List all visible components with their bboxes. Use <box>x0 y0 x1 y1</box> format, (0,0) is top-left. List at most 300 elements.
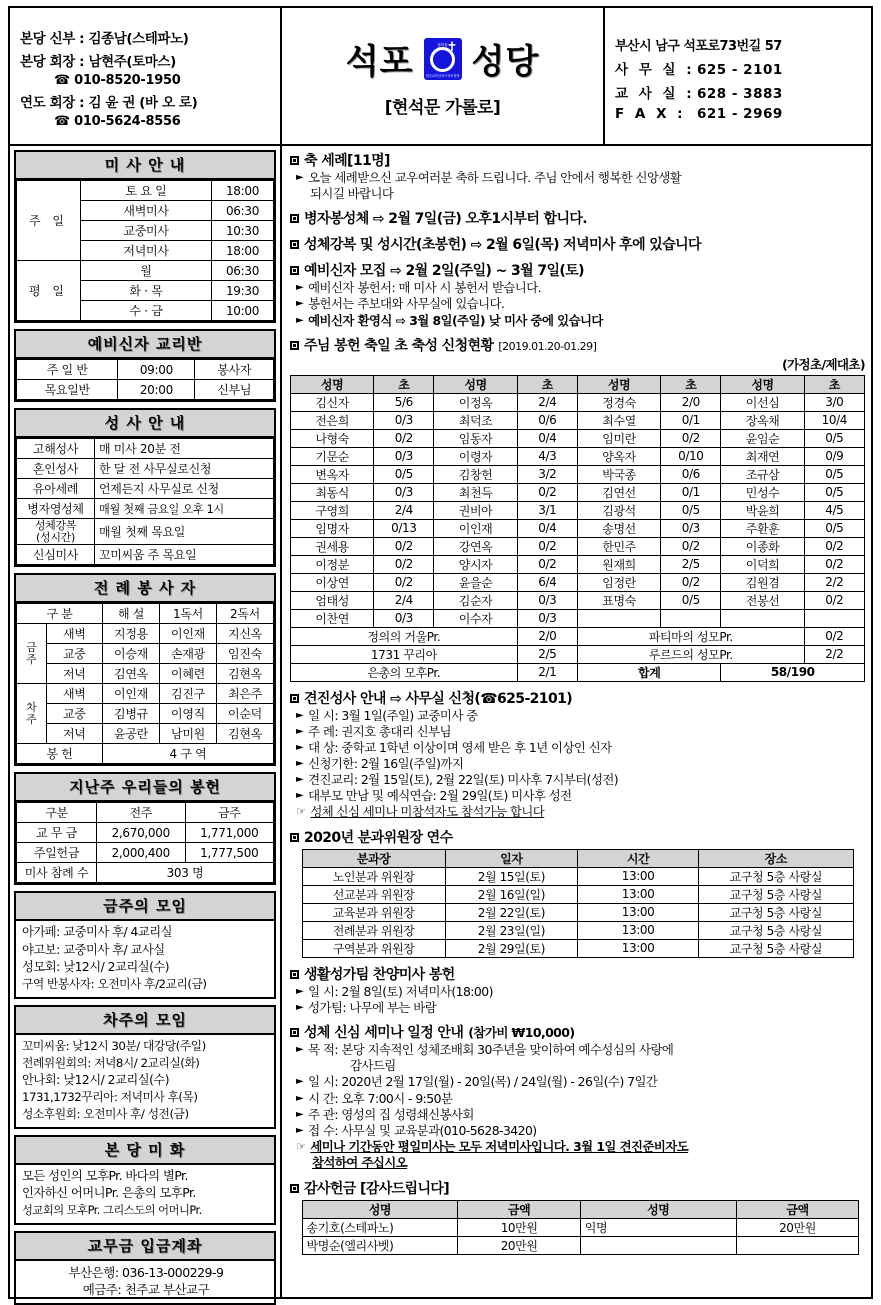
col-header-section: 구 분 <box>17 604 103 624</box>
offering-row-label: 봉 헌 <box>17 744 103 764</box>
table-row <box>302 867 853 885</box>
list-item: 성모회: 낮12시/ 2교리실(수) <box>22 960 170 974</box>
candle-count: 0/5 <box>804 519 864 537</box>
training-place: 교구청 5층 사랑실 <box>699 885 853 903</box>
group-candle-count: 2/5 <box>517 645 577 663</box>
col-header-name-2: 성명 <box>434 375 517 393</box>
header-contact-block <box>10 8 282 144</box>
col-header-candle-1: 초 <box>374 375 434 393</box>
candle-count: 2/4 <box>374 501 434 519</box>
sacrament-name: 혼인성사 <box>17 459 95 479</box>
sacrament-name: 고해성사 <box>17 439 95 459</box>
sacrament-value: 한 달 전 사무실로신청 <box>95 459 274 479</box>
next-week-meetings-title: 차주의 모임 <box>16 1007 274 1035</box>
candle-count: 0/2 <box>804 591 864 609</box>
committee-name: 구역분과 위원장 <box>302 939 445 957</box>
candle-count: 0/6 <box>661 465 721 483</box>
triangle-bullet-icon: ► <box>296 172 304 183</box>
confirmation-item <box>296 772 865 788</box>
training-place: 교구청 5층 사랑실 <box>699 921 853 939</box>
donor-name: 송기호(스테파노) <box>302 1218 458 1236</box>
donor-name: 기문순 <box>291 447 374 465</box>
donor-name: 이상연 <box>291 573 374 591</box>
commentary-name: 이승재 <box>103 644 160 664</box>
table-row <box>291 429 865 447</box>
triangle-bullet-icon: ► <box>296 790 304 802</box>
sidebar <box>10 146 282 1297</box>
col-header-reading1: 1독서 <box>160 604 217 624</box>
commentary-name: 김연옥 <box>103 664 160 684</box>
table-row <box>17 479 274 499</box>
group-name: 1731 꾸리아 <box>291 645 518 663</box>
candle-count: 2/5 <box>661 555 721 573</box>
training-place: 교구청 5층 사랑실 <box>699 939 853 957</box>
reading2-name: 이순덕 <box>217 704 274 724</box>
baptism-note-line1: 오늘 세례받으신 교우여러분 축하 드립니다. 주님 안에서 행복한 신앙생활 <box>308 170 682 185</box>
triangle-bullet-icon: ► <box>296 1002 304 1013</box>
donation-amount: 10만원 <box>458 1218 580 1236</box>
donor-name: 이정옥 <box>434 393 517 411</box>
reading1-name: 손재광 <box>160 644 217 664</box>
candle-count: 0/1 <box>661 411 721 429</box>
main-content <box>282 146 871 1297</box>
table-row <box>17 724 274 744</box>
catechumen-recruit-heading-text: 예비신자 모집 ⇨ 2월 2일(주일) ~ 3월 7일(토) <box>304 263 584 280</box>
col-header-name-3: 성명 <box>577 375 660 393</box>
seminar-item-text: 시 간: 오후 7:00시 - 9:50분 <box>308 1090 453 1106</box>
liturgy-volunteers-box <box>14 573 276 766</box>
candle-count: 2/4 <box>517 393 577 411</box>
col-header-reading2: 2독서 <box>217 604 274 624</box>
table-row <box>302 1236 859 1254</box>
candle-count: 0/5 <box>804 483 864 501</box>
table-row <box>302 885 853 903</box>
donor-name: 최수열 <box>577 411 660 429</box>
benediction-heading-text: 성체강복 및 성시간(초봉헌) ⇨ 2월 6일(목) 저녁미사 후에 있습니다 <box>304 237 701 254</box>
fax-row <box>615 106 863 122</box>
confirmation-item-text: 견진교리: 2월 15일(토), 2월 22일(토) 미사후 7시부터(성전) <box>308 772 619 788</box>
donation-amount: 20만원 <box>736 1218 859 1236</box>
liturgy-volunteers-table <box>16 603 274 764</box>
table-row <box>17 624 274 644</box>
donor-name <box>577 609 660 627</box>
mass-schedule-table <box>16 180 274 321</box>
table-row <box>17 360 274 380</box>
total-value: 58/190 <box>721 663 865 681</box>
donor-name: 나형숙 <box>291 429 374 447</box>
last-week-offering-table <box>16 802 274 883</box>
donor-name: 이정분 <box>291 555 374 573</box>
donor-name: 최덕조 <box>434 411 517 429</box>
confirmation-item <box>296 756 865 772</box>
donation-amount: 20만원 <box>458 1236 580 1254</box>
candle-blessing-section <box>290 335 865 682</box>
class-leader: 신부님 <box>195 380 274 400</box>
candle-count: 0/10 <box>661 447 721 465</box>
candle-count: 0/5 <box>374 465 434 483</box>
catechumen-recruit-section <box>290 260 865 328</box>
donor-name: 한민주 <box>577 537 660 555</box>
president-line: 본당 회장 : 남현주(토마스) <box>20 54 176 70</box>
candle-count: 5/6 <box>374 393 434 411</box>
slot-label: 새벽 <box>46 624 102 644</box>
donor-name: 주환훈 <box>721 519 804 537</box>
col-header-name-4: 성명 <box>721 375 804 393</box>
choir-heading-text: 생활성가팀 찬양미사 봉헌 <box>304 966 455 983</box>
confirmation-item-text: 신청기한: 2월 16일(주일)까지 <box>308 756 464 771</box>
donor-name: 박윤희 <box>721 501 804 519</box>
choir-section <box>290 964 865 1016</box>
donor-name: 임미란 <box>577 429 660 447</box>
col-header-amount-2: 금액 <box>736 1200 859 1218</box>
col-header-prev-week: 전주 <box>97 803 186 823</box>
bank-account-holder: 예금주: 천주교 부산교구 <box>82 1282 210 1298</box>
donor-name: 김연선 <box>577 483 660 501</box>
seminar-item <box>296 1107 865 1123</box>
confirmation-item <box>296 724 865 740</box>
reading1-name: 이혜련 <box>160 664 217 684</box>
committee-name: 노인분과 위원장 <box>302 867 445 885</box>
candle-count: 0/13 <box>374 519 434 537</box>
table-header-row <box>17 803 274 823</box>
donor-name: 권비아 <box>434 501 517 519</box>
square-bullet-icon <box>290 970 299 979</box>
candle-count: 0/2 <box>374 537 434 555</box>
table-row <box>17 545 274 565</box>
table-row <box>291 483 865 501</box>
table-header-row <box>291 375 865 393</box>
col-header-amount-1: 금액 <box>458 1200 580 1218</box>
candle-count <box>661 609 721 627</box>
donor-name: 강연옥 <box>434 537 517 555</box>
mass-schedule-title: 미 사 안 내 <box>16 152 274 180</box>
fax-label: F A X : <box>615 105 686 122</box>
table-row <box>302 903 853 921</box>
sick-communion-heading-text: 병자봉성체 ⇨ 2월 7일(금) 오후1시부터 합니다. <box>304 211 588 228</box>
mass-time: 10:30 <box>212 221 274 241</box>
donor-name: 양옥자 <box>577 447 660 465</box>
candle-count: 0/5 <box>804 429 864 447</box>
donor-name: 원재희 <box>577 555 660 573</box>
sacrament-name: 성체강복 (성시간) <box>17 519 95 545</box>
church-name-right: 성당 <box>471 42 540 82</box>
confirmation-item-text: 일 시: 3월 1일(주일) 교중미사 중 <box>308 707 478 723</box>
slot-label: 저녁 <box>46 724 102 744</box>
sacrament-name: 병자영성체 <box>17 499 95 519</box>
square-bullet-icon <box>290 694 299 703</box>
training-date: 2월 22일(토) <box>445 903 577 921</box>
list-item: 인자하신 어머니Pr. 은총의 모후Pr. <box>22 1186 196 1201</box>
square-bullet-icon <box>290 266 299 275</box>
catechumen-recruit-item-text: 예비신자 봉헌서: 매 미사 시 봉헌서 받습니다. <box>308 280 542 296</box>
triangle-bullet-icon: ► <box>296 298 304 310</box>
class-leader: 봉사자 <box>195 360 274 380</box>
pointing-hand-icon: ☞ <box>296 805 306 819</box>
choir-heading <box>290 964 865 984</box>
group-candle-count: 2/1 <box>517 663 577 681</box>
attendance-value: 303 명 <box>97 863 274 883</box>
candle-count: 0/3 <box>661 519 721 537</box>
thanks-offering-section <box>290 1178 865 1255</box>
confirmation-item-text: 대부모 만남 및 예식연습: 2월 29일(토) 미사후 성전 <box>308 788 572 804</box>
triangle-bullet-icon: ► <box>296 709 304 721</box>
mass-name: 토 요 일 <box>81 181 212 201</box>
seminar-heading <box>290 1022 865 1042</box>
offering-prev: 2,000,400 <box>97 843 186 863</box>
logo-inner-label: 평화를 빕니다 <box>437 42 448 51</box>
thanks-offering-heading <box>290 1178 865 1198</box>
table-row <box>17 704 274 724</box>
col-header-name-1: 성명 <box>302 1200 458 1218</box>
cross-icon: ✝ <box>446 39 458 55</box>
catechumen-class-box <box>14 329 276 402</box>
candle-blessing-heading-text: 주님 봉헌 축일 초 축성 신청현황 <box>304 337 494 354</box>
candle-count: 0/4 <box>517 429 577 447</box>
group-candle-count: 2/0 <box>517 627 577 645</box>
group-candle-count: 2/2 <box>804 645 864 663</box>
candle-count: 2/4 <box>374 591 434 609</box>
col-header-category: 구분 <box>17 803 97 823</box>
catechumen-recruit-item <box>296 280 865 296</box>
confirmation-item-text: 주 례: 권지호 총대리 신부님 <box>308 723 451 739</box>
table-row <box>291 555 865 573</box>
candle-unit-note: (가정초/제대초) <box>781 356 865 372</box>
seminar-section <box>290 1022 865 1171</box>
col-header-commentary: 해 설 <box>103 604 160 624</box>
catechumen-recruit-heading <box>290 260 865 280</box>
table-row <box>291 663 865 681</box>
sacrament-value: 매월 첫째 목요일 <box>95 519 274 545</box>
seminar-item-text: 주 관: 영성의 집 성령쇄신봉사회 <box>308 1106 474 1122</box>
table-row <box>17 644 274 664</box>
donor-name: 이덕희 <box>721 555 804 573</box>
table-row <box>291 411 865 429</box>
candle-count: 0/3 <box>374 447 434 465</box>
offering-prev: 2,670,000 <box>97 823 186 843</box>
donor-name: 송명선 <box>577 519 660 537</box>
confirmation-hand-note-text: 성체 신심 세미나 미참석자도 참석가능 합니다 <box>310 804 545 820</box>
sacrament-value: 언제든지 사무실로 신청 <box>95 479 274 499</box>
donor-name: 이종화 <box>721 537 804 555</box>
mass-name: 수 · 금 <box>81 301 212 321</box>
reading2-name: 김현옥 <box>217 724 274 744</box>
this-week-meetings-title: 금주의 모임 <box>16 893 274 921</box>
slot-label: 교중 <box>46 644 102 664</box>
last-week-offering-box <box>14 772 276 885</box>
choir-item <box>296 984 865 1000</box>
commentary-name: 이인재 <box>103 684 160 704</box>
seminar-item-text: 접 수: 사무실 및 교육분과(010-5628-3420) <box>308 1122 537 1138</box>
table-header-row <box>17 604 274 624</box>
mass-name: 교중미사 <box>81 221 212 241</box>
catechumen-recruit-item-text: 봉헌서는 주보대와 사무실에 있습니다. <box>308 296 505 312</box>
teacher-room-phone-value: 628 - 3883 <box>697 85 783 102</box>
candle-count: 2/2 <box>804 573 864 591</box>
reading1-name: 이영직 <box>160 704 217 724</box>
table-row <box>291 627 865 645</box>
this-week-group-label: 금 주 <box>17 624 47 684</box>
table-row <box>17 499 274 519</box>
benediction-heading <box>290 234 865 254</box>
square-bullet-icon <box>290 1184 299 1193</box>
candle-count: 0/2 <box>374 573 434 591</box>
confirmation-heading <box>290 688 865 708</box>
candle-count: 0/3 <box>374 609 434 627</box>
committee-training-table <box>302 849 854 958</box>
candle-count: 6/4 <box>517 573 577 591</box>
church-title-row <box>346 34 539 83</box>
candle-count: 0/2 <box>517 537 577 555</box>
group-name: 정의의 거울Pr. <box>291 627 518 645</box>
bank-account-box <box>14 1231 276 1305</box>
next-week-meetings-box <box>14 1005 276 1128</box>
confirmation-section <box>290 688 865 821</box>
triangle-bullet-icon: ► <box>296 1076 304 1088</box>
candle-count: 0/2 <box>517 555 577 573</box>
col-header-candle-2: 초 <box>517 375 577 393</box>
donor-name: 민성수 <box>721 483 804 501</box>
committee-name: 교육분과 위원장 <box>302 903 445 921</box>
class-time: 20:00 <box>118 380 195 400</box>
teacher-room-phone-label: 교 사 실 : <box>615 85 695 102</box>
benediction-section <box>290 234 865 254</box>
donor-name: 이령자 <box>434 447 517 465</box>
donor-name: 김창헌 <box>434 465 517 483</box>
table-row <box>17 664 274 684</box>
church-name-left: 석포 <box>345 42 414 82</box>
triangle-bullet-icon: ► <box>296 282 304 294</box>
donor-name: 전은희 <box>291 411 374 429</box>
slot-label: 교중 <box>46 704 102 724</box>
donor-name: 이수자 <box>434 609 517 627</box>
candle-count: 0/2 <box>374 555 434 573</box>
training-place: 교구청 5층 사랑실 <box>699 867 853 885</box>
church-cleaning-title: 본 당 미 화 <box>16 1137 274 1165</box>
triangle-bullet-icon: ► <box>296 985 304 997</box>
candle-count: 3/1 <box>517 501 577 519</box>
square-bullet-icon <box>290 1028 299 1037</box>
mass-time: 19:30 <box>212 281 274 301</box>
triangle-bullet-icon: ► <box>296 741 304 753</box>
donor-name: 김광석 <box>577 501 660 519</box>
donor-name: 장옥채 <box>721 411 804 429</box>
sick-communion-section <box>290 208 865 228</box>
bulletin-header <box>10 8 871 146</box>
table-row <box>291 447 865 465</box>
church-cleaning-box <box>14 1135 276 1225</box>
slot-label: 새벽 <box>46 684 102 704</box>
confirmation-item <box>296 740 865 756</box>
sunday-group-label: 주 일 <box>17 181 81 261</box>
triangle-bullet-icon: ► <box>296 314 304 326</box>
donor-name: 이인재 <box>434 519 517 537</box>
square-bullet-icon <box>290 214 299 223</box>
sacrament-name: 유아세례 <box>17 479 95 499</box>
group-name: 파티마의 성모Pr. <box>577 627 804 645</box>
seminar-item <box>296 1123 865 1139</box>
candle-count: 0/5 <box>804 465 864 483</box>
triangle-bullet-icon: ► <box>296 774 304 786</box>
list-item: 아가페: 교중미사 후/ 4교리실 <box>22 925 173 940</box>
group-name: 루르드의 성모Pr. <box>577 645 804 663</box>
sick-communion-heading <box>290 208 865 228</box>
seminar-hand-note-line2: 참석하여 주십시오 <box>312 1155 408 1171</box>
seminar-purpose-cont-text: 감사드림 <box>350 1058 396 1074</box>
list-item: 꼬미씨움: 낮12시 30분/ 대강당(주일) <box>22 1039 206 1054</box>
table-row <box>17 744 274 764</box>
mass-time: 10:00 <box>212 301 274 321</box>
donor-name: 양시자 <box>434 555 517 573</box>
seminar-purpose-text: 목 적: 본당 지속적인 성체조배회 30주년을 맞이하여 예수성심의 사랑에 <box>308 1042 674 1058</box>
choir-item <box>296 1000 865 1016</box>
training-time: 13:00 <box>577 867 698 885</box>
committee-training-heading <box>290 827 865 847</box>
confirmation-heading-text: 견진성사 안내 ⇨ 사무실 신청(☎625-2101) <box>304 690 573 707</box>
mass-time: 18:00 <box>212 181 274 201</box>
weekday-group-label: 평 일 <box>17 261 81 321</box>
catechumen-class-title: 예비신자 교리반 <box>16 331 274 359</box>
table-row <box>291 591 865 609</box>
mass-name: 화 · 목 <box>81 281 212 301</box>
reading2-name: 지신옥 <box>217 624 274 644</box>
table-row <box>291 609 865 627</box>
catechumen-recruit-item-text: 예비신자 환영식 ⇨ 3월 8일(주일) 낮 미사 중에 있습니다 <box>308 312 603 328</box>
donor-name: 임정란 <box>577 573 660 591</box>
next-week-group-label: 차 주 <box>17 684 47 744</box>
class-name: 주 일 반 <box>17 360 118 380</box>
office-phone-row <box>615 58 863 78</box>
next-week-meetings-list <box>16 1035 274 1126</box>
candle-count: 4/5 <box>804 501 864 519</box>
table-row <box>17 684 274 704</box>
training-date: 2월 16일(일) <box>445 885 577 903</box>
table-row <box>17 439 274 459</box>
bank-account-list <box>16 1261 274 1304</box>
liturgy-volunteers-title: 전 례 봉 사 자 <box>16 575 274 603</box>
reading2-name: 임진숙 <box>217 644 274 664</box>
col-header-time: 시간 <box>577 849 698 867</box>
yeondo-president-phone: ☎ 010-5624-8556 <box>54 114 181 129</box>
donor-name <box>721 609 804 627</box>
baptism-note-line2: 되시길 바랍니다 <box>310 186 394 202</box>
donation-amount <box>736 1236 859 1254</box>
seminar-heading-text: 성체 신심 세미나 일정 안내 <box>304 1025 464 1042</box>
offering-cur: 1,771,000 <box>185 823 274 843</box>
baptism-note-cont <box>310 186 865 202</box>
commentary-name: 김병규 <box>103 704 160 724</box>
table-header-row <box>302 849 853 867</box>
fax-value: 621 - 2969 <box>697 105 783 122</box>
commentary-name: 윤공란 <box>103 724 160 744</box>
seminar-item <box>296 1074 865 1090</box>
table-row <box>17 181 274 201</box>
candle-count: 0/5 <box>661 501 721 519</box>
donor-name: 임동자 <box>434 429 517 447</box>
table-row <box>17 519 274 545</box>
candle-count: 0/2 <box>661 537 721 555</box>
president-phone: ☎ 010-8520-1950 <box>54 73 181 88</box>
attendance-label: 미사 참례 수 <box>17 863 97 883</box>
candle-count: 0/6 <box>517 411 577 429</box>
bank-account-number: 부산은행: 036-13-000229-9 <box>68 1264 224 1280</box>
seminar-item-text: 일 시: 2020년 2월 17일(월) - 20일(목) / 24일(월) - 26일(수) 7일간 <box>308 1074 658 1090</box>
col-header-name-1: 성명 <box>291 375 374 393</box>
triangle-bullet-icon: ► <box>296 1044 304 1056</box>
baptism-heading <box>290 150 865 170</box>
mass-time: 18:00 <box>212 241 274 261</box>
group-candle-count: 0/2 <box>804 627 864 645</box>
donor-name: 조규삼 <box>721 465 804 483</box>
